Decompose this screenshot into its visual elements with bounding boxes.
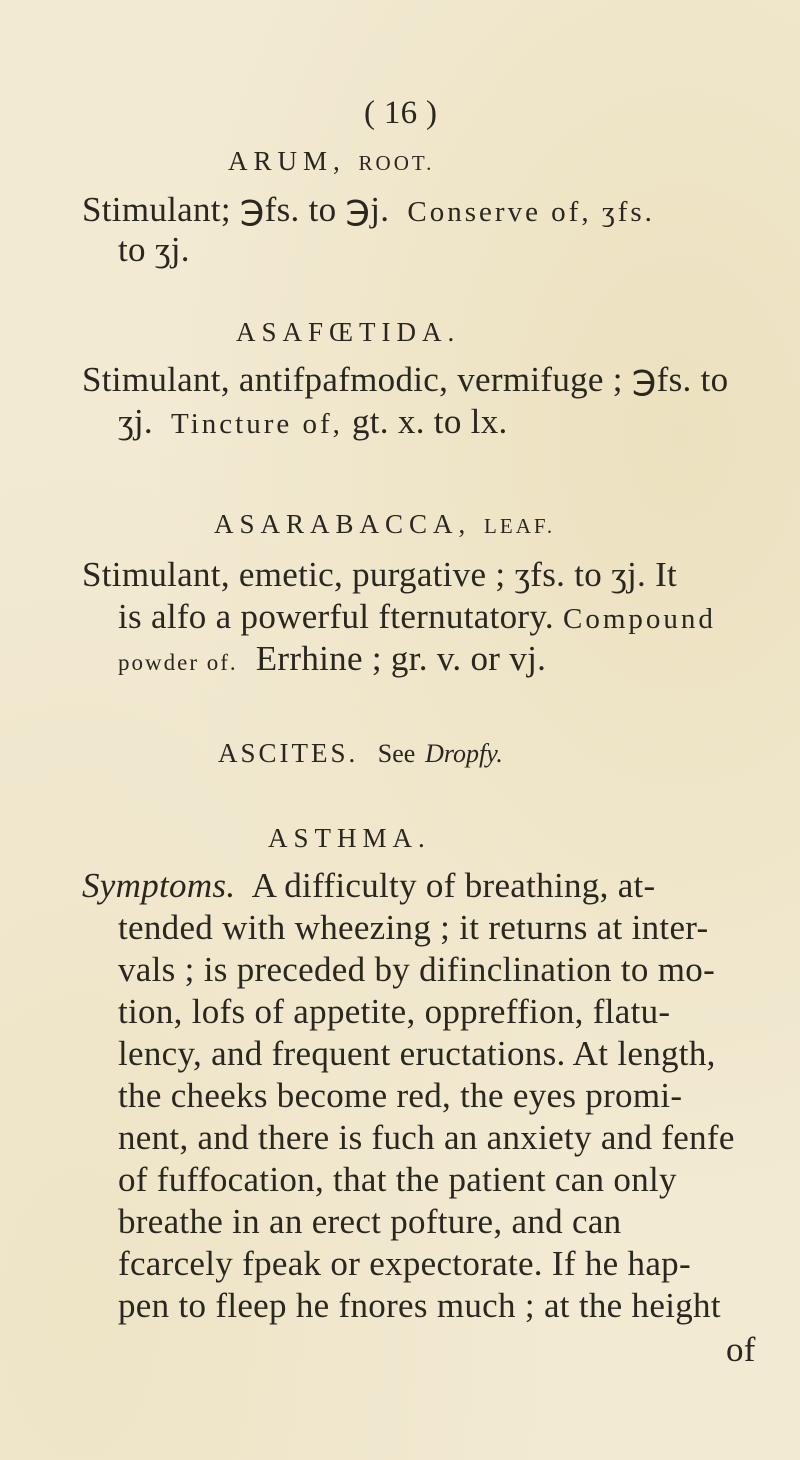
entry-heading-asthma: ASTHMA.	[268, 823, 431, 853]
asthma-line-8: of fuffocation, that the patient can only	[118, 1160, 677, 1199]
asafoetida-line-1: Stimulant, antifpafmodic, vermifuge ; ℈fs. to	[82, 360, 729, 399]
asthma-line-6: the cheeks become red, the eyes promi-	[118, 1076, 683, 1115]
asthma-line-11: pen to fleep he fnores much ; at the height	[118, 1286, 721, 1325]
catchword: of	[726, 1330, 756, 1369]
asthma-line-3: vals ; is preceded by difinclination to mo-	[118, 950, 716, 989]
cross-reference-link: Dropfy.	[425, 739, 503, 768]
entry-heading-asarabacca: ASARABACCA, LEAF.	[214, 509, 556, 539]
arum-line-2: to ʒj.	[118, 230, 190, 269]
page-number: ( 16 )	[364, 95, 438, 131]
asthma-line-7: nent, and there is fuch an anxiety and fenfe	[118, 1118, 735, 1157]
asthma-line-9: breathe in an erect pofture, and can	[118, 1202, 622, 1241]
asarabacca-line-2: is alfo a powerful fternutatory. Compound	[118, 597, 716, 636]
entry-heading-ascites: ASCITES. See Dropfy.	[218, 738, 503, 768]
asthma-line-1: Symptoms. A difficulty of breathing, at-	[82, 866, 656, 905]
asarabacca-line-3: powder of. Errhine ; gr. v. or vj.	[118, 639, 547, 678]
asthma-line-5: lency, and frequent eructations. At length,	[118, 1034, 716, 1073]
asarabacca-line-1: Stimulant, emetic, purgative ; ʒfs. to ʒj. It	[82, 555, 678, 594]
asthma-line-10: fcarcely fpeak or expectorate. If he hap-	[118, 1244, 691, 1283]
entry-heading-arum: ARUM, ROOT.	[228, 146, 435, 176]
entry-heading-asafoetida: ASAFŒTIDA.	[236, 317, 461, 347]
asthma-line-4: tion, lofs of appetite, oppreffion, flatu-	[118, 992, 671, 1031]
asafoetida-line-2: ʒj. Tincture of, gt. x. to lx.	[118, 402, 508, 441]
asthma-line-2: tended with wheezing ; it returns at inter-	[118, 908, 709, 947]
arum-line-1: Stimulant; ℈fs. to ℈j. Conserve of, ʒfs.	[82, 190, 655, 229]
